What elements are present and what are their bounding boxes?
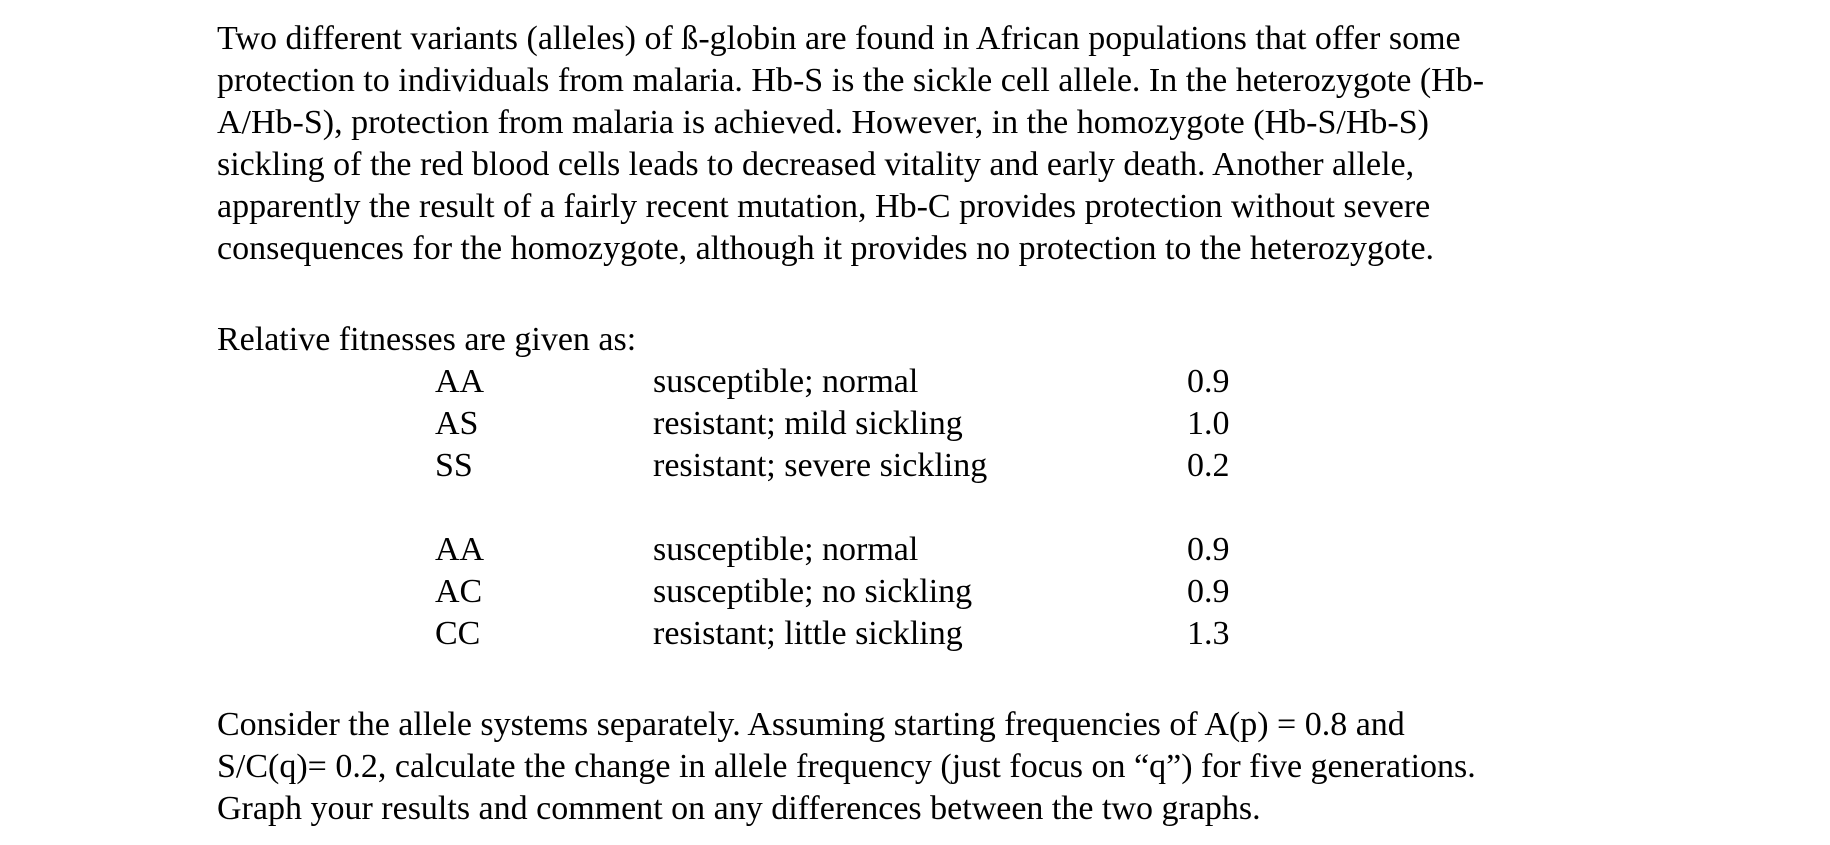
fitness-row <box>217 403 1637 445</box>
fitness-row <box>217 445 1637 487</box>
question-paragraph <box>217 704 1637 830</box>
genotype-cell: CC <box>435 615 481 652</box>
fitness-table-c-allele <box>217 529 1637 655</box>
fitness-row <box>217 529 1637 571</box>
fitness-value-cell: 0.9 <box>1187 573 1230 610</box>
description-cell: resistant; mild sickling <box>653 405 963 442</box>
fitness-row <box>217 613 1637 655</box>
question-line: Consider the allele systems separately. Assuming starting frequencies of A(p) = 0.8 and <box>217 706 1405 743</box>
document-page <box>217 18 1637 830</box>
genotype-cell: AC <box>435 573 483 610</box>
fitness-heading: Relative fitnesses are given as: <box>217 321 637 358</box>
description-cell: resistant; little sickling <box>653 615 963 652</box>
description-cell: susceptible; normal <box>653 363 919 400</box>
intro-line: apparently the result of a fairly recent mutation, Hb-C provides protection without severe <box>217 188 1431 225</box>
fitness-row <box>217 361 1637 403</box>
fitness-value-cell: 0.9 <box>1187 363 1230 400</box>
genotype-cell: AA <box>435 363 485 400</box>
genotype-cell: SS <box>435 447 473 484</box>
genotype-cell: AS <box>435 405 479 442</box>
intro-line: consequences for the homozygote, although it provides no protection to the heterozygote. <box>217 230 1435 267</box>
description-cell: resistant; severe sickling <box>653 447 988 484</box>
intro-line: A/Hb-S), protection from malaria is achieved. However, in the homozygote (Hb-S/Hb-S) <box>217 104 1429 141</box>
description-cell: susceptible; normal <box>653 531 919 568</box>
fitness-value-cell: 1.0 <box>1187 405 1230 442</box>
intro-line: protection to individuals from malaria. Hb-S is the sickle cell allele. In the heterozygote (Hb- <box>217 62 1485 99</box>
intro-line: sickling of the red blood cells leads to decreased vitality and early death. Another allele, <box>217 146 1415 183</box>
intro-paragraph <box>217 18 1637 270</box>
question-line: S/C(q)= 0.2, calculate the change in allele frequency (just focus on “q”) for five generations. <box>217 748 1476 785</box>
fitness-row <box>217 571 1637 613</box>
description-cell: susceptible; no sickling <box>653 573 973 610</box>
fitness-table-s-allele <box>217 361 1637 487</box>
fitness-value-cell: 0.2 <box>1187 447 1230 484</box>
fitness-value-cell: 0.9 <box>1187 531 1230 568</box>
intro-line: Two different variants (alleles) of ß-globin are found in African populations that offer some <box>217 20 1461 57</box>
genotype-cell: AA <box>435 531 485 568</box>
question-line: Graph your results and comment on any differences between the two graphs. <box>217 790 1261 827</box>
fitness-value-cell: 1.3 <box>1187 615 1230 652</box>
